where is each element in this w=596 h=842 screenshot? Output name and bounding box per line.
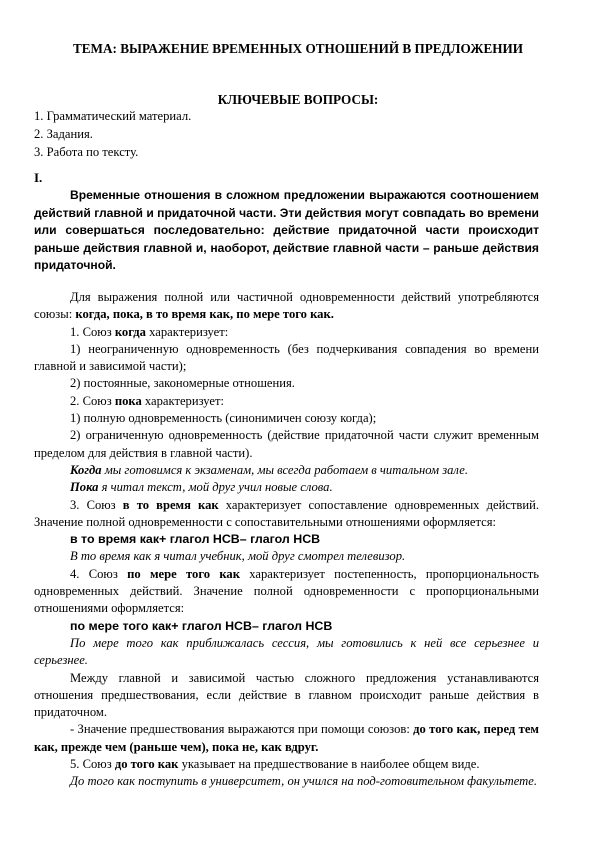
precedence-conjunctions: - Значение предшествования выражаются при помощи союзов: до того как, перед тем как, прежде чем (раньше чем), пока не, как вдруг. [34, 722, 539, 754]
pomere-heading: 4. Союз по мере того как характеризует постепенность, пропорциональность одновременных действий. Значение полной одновременности с пропорциональными отношениями оформляется: [34, 566, 540, 616]
lead-paragraph: Временные отношения в сложном предложении выражаются соотношением действий главной и придаточной части. Эти действия могут совпадать во времени или совершаться последовательно: действие придаточной части происходит раньше действия главной и, наоборот, действие главной части – раньше действия придаточной. [34, 188, 539, 273]
kogda-item-2: 2) постоянные, закономерные отношения. [70, 376, 295, 391]
conjunctions-list: когда, пока, в то время как, по мере того как. [75, 307, 334, 322]
list-item: 3. Работа по тексту. [34, 145, 139, 159]
vtovremya-heading: 3. Союз в то время как характеризует сопоставление одновременных действий. Значение полной одновременности с сопоставительными отношениями оформляется: [34, 497, 539, 529]
example-pomere: По мере того как приближалась сессия, мы готовились к ней все серьезнее и серьезнее. [34, 635, 539, 668]
list-item: 2. Задания. [34, 127, 93, 141]
kogda-heading: 1. Союз когда характеризует: [70, 324, 229, 339]
example-dotogo: До того как поступить в университет, он учился на под-готовительном факультете. [70, 774, 537, 789]
section-number: I. [34, 170, 43, 185]
key-questions-heading: КЛЮЧЕВЫЕ ВОПРОСЫ: [217, 92, 379, 107]
page-title: ТЕМА: ВЫРАЖЕНИЕ ВРЕМЕННЫХ ОТНОШЕНИЙ В ПРЕДЛОЖЕНИИ [72, 41, 524, 56]
formula-vtovremya: в то время как+ глагол НСВ– глагол НСВ [70, 532, 321, 547]
kogda-item-1: 1) неограниченную одновременность (без подчеркивания совпадения во времени главной и зависимой части); [34, 341, 539, 374]
poka-item-1: 1) полную одновременность (синонимичен союзу когда); [70, 411, 377, 426]
dotogo-heading: 5. Союз до того как указывает на предшествование в наиболее общем виде. [70, 756, 480, 771]
questions-list [34, 107, 191, 161]
poka-item-2: 2) ограниченную одновременность (действие придаточной части служит временным пределом для действия в главной части). [34, 428, 539, 460]
paragraph-simultaneity: Для выражения полной или частичной одновременности действий употребляются союзы: когда, пока, в то время как, по мере того как. [34, 289, 539, 322]
example-vtovremya: В то время как я читал учебник, мой друг смотрел телевизор. [70, 549, 406, 564]
poka-heading: 2. Союз пока характеризует: [70, 393, 225, 408]
formula-pomere: по мере того как+ глагол НСВ– глагол НСВ [70, 618, 333, 633]
precedence-paragraph: Между главной и зависимой частью сложного предложения устанавливаются отношения предшествования, если действие в главном происходит раньше действия в придаточном. [34, 670, 539, 720]
example-kogda: Когда мы готовимся к экзаменам, мы всегда работаем в читальном зале. [70, 462, 468, 477]
list-item: 1. Грамматический материал. [34, 109, 192, 123]
example-poka: Пока я читал текст, мой друг учил новые слова. [70, 480, 333, 495]
document-body [34, 187, 539, 791]
